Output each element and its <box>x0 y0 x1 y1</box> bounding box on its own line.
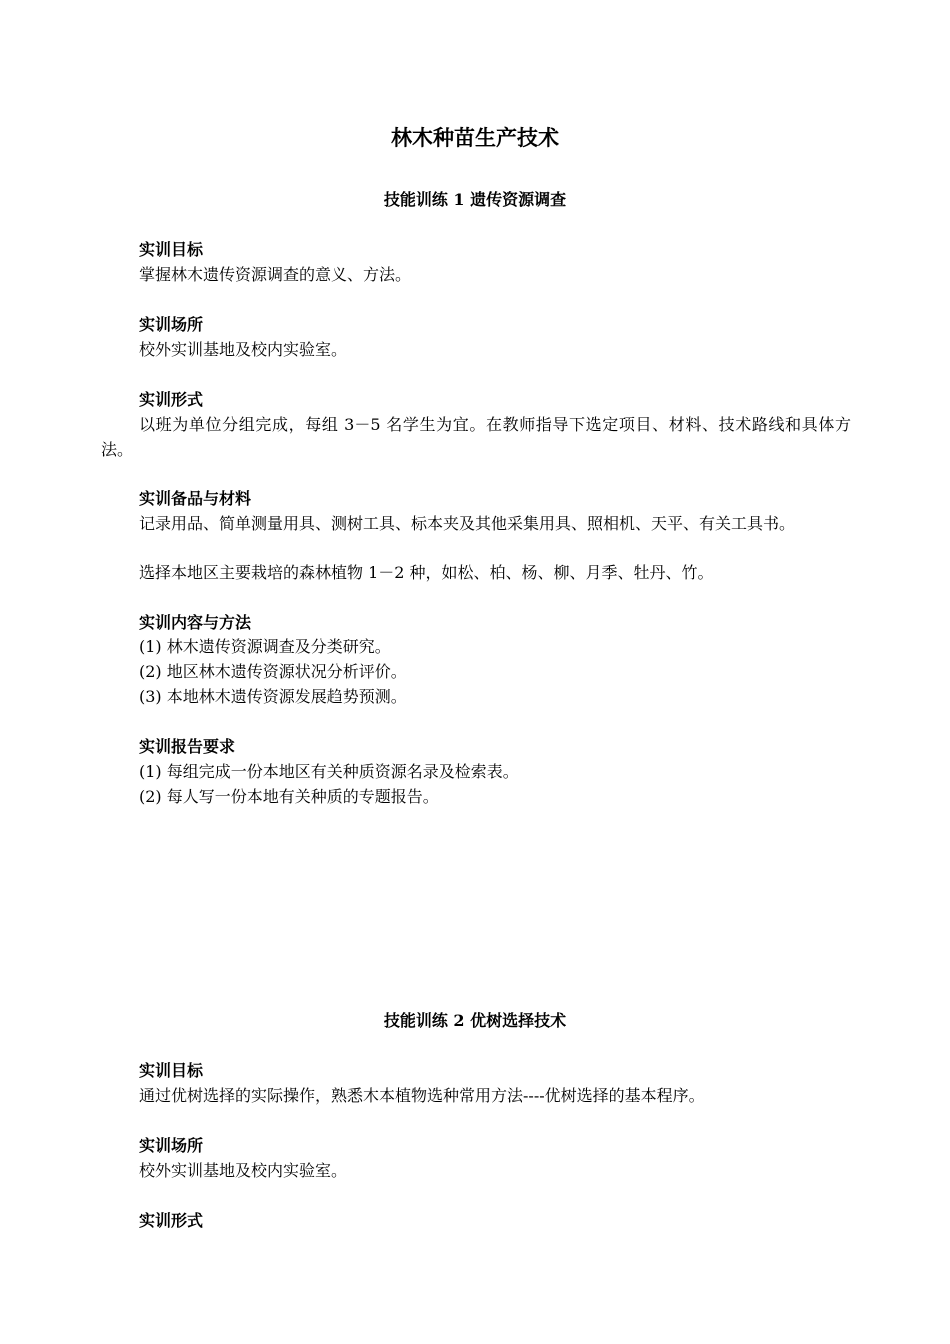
s1-content-item-1: (1) 林木遗传资源调查及分类研究。 <box>139 637 391 656</box>
document-title: 林木种苗生产技术 <box>391 125 559 150</box>
s1-form-text: 以班为单位分组完成，每组 3－5 名学生为宜。在教师指导下选定项目、材料、技术路线和具体方法。 <box>101 415 851 459</box>
section-2-title: 技能训练 2 优树选择技术 <box>383 1011 567 1030</box>
s2-goal-text: 通过优树选择的实际操作，熟悉木本植物选种常用方法----优树选择的基本程序。 <box>139 1086 705 1105</box>
s1-content-heading: 实训内容与方法 <box>139 613 252 632</box>
s1-materials-text-1: 记录用品、简单测量用具、测树工具、标本夹及其他采集用具、照相机、天平、有关工具书。 <box>139 514 796 533</box>
s1-goal-heading: 实训目标 <box>139 240 204 259</box>
s1-materials-text-2: 选择本地区主要栽培的森林植物 1－2 种，如松、柏、杨、柳、月季、牡丹、竹。 <box>139 563 714 582</box>
s1-place-heading: 实训场所 <box>139 315 204 334</box>
s1-form-heading: 实训形式 <box>139 390 204 409</box>
section-1-title: 技能训练 1 遗传资源调查 <box>383 190 567 209</box>
s2-place-heading: 实训场所 <box>139 1136 204 1155</box>
s1-content-item-2: (2) 地区林木遗传资源状况分析评价。 <box>139 662 407 681</box>
s2-goal-heading: 实训目标 <box>139 1061 204 1080</box>
s1-place-text: 校外实训基地及校内实验室。 <box>139 340 348 359</box>
s1-materials-heading: 实训备品与材料 <box>139 489 252 508</box>
s1-report-heading: 实训报告要求 <box>139 737 236 756</box>
s1-goal-text: 掌握林木遗传资源调查的意义、方法。 <box>139 265 412 284</box>
s1-report-item-2: (2) 每人写一份本地有关种质的专题报告。 <box>139 787 439 806</box>
s1-report-item-1: (1) 每组完成一份本地区有关种质资源名录及检索表。 <box>139 762 519 781</box>
s1-content-item-3: (3) 本地林木遗传资源发展趋势预测。 <box>139 687 407 706</box>
s2-place-text: 校外实训基地及校内实验室。 <box>139 1161 348 1180</box>
s2-form-heading: 实训形式 <box>139 1211 204 1230</box>
